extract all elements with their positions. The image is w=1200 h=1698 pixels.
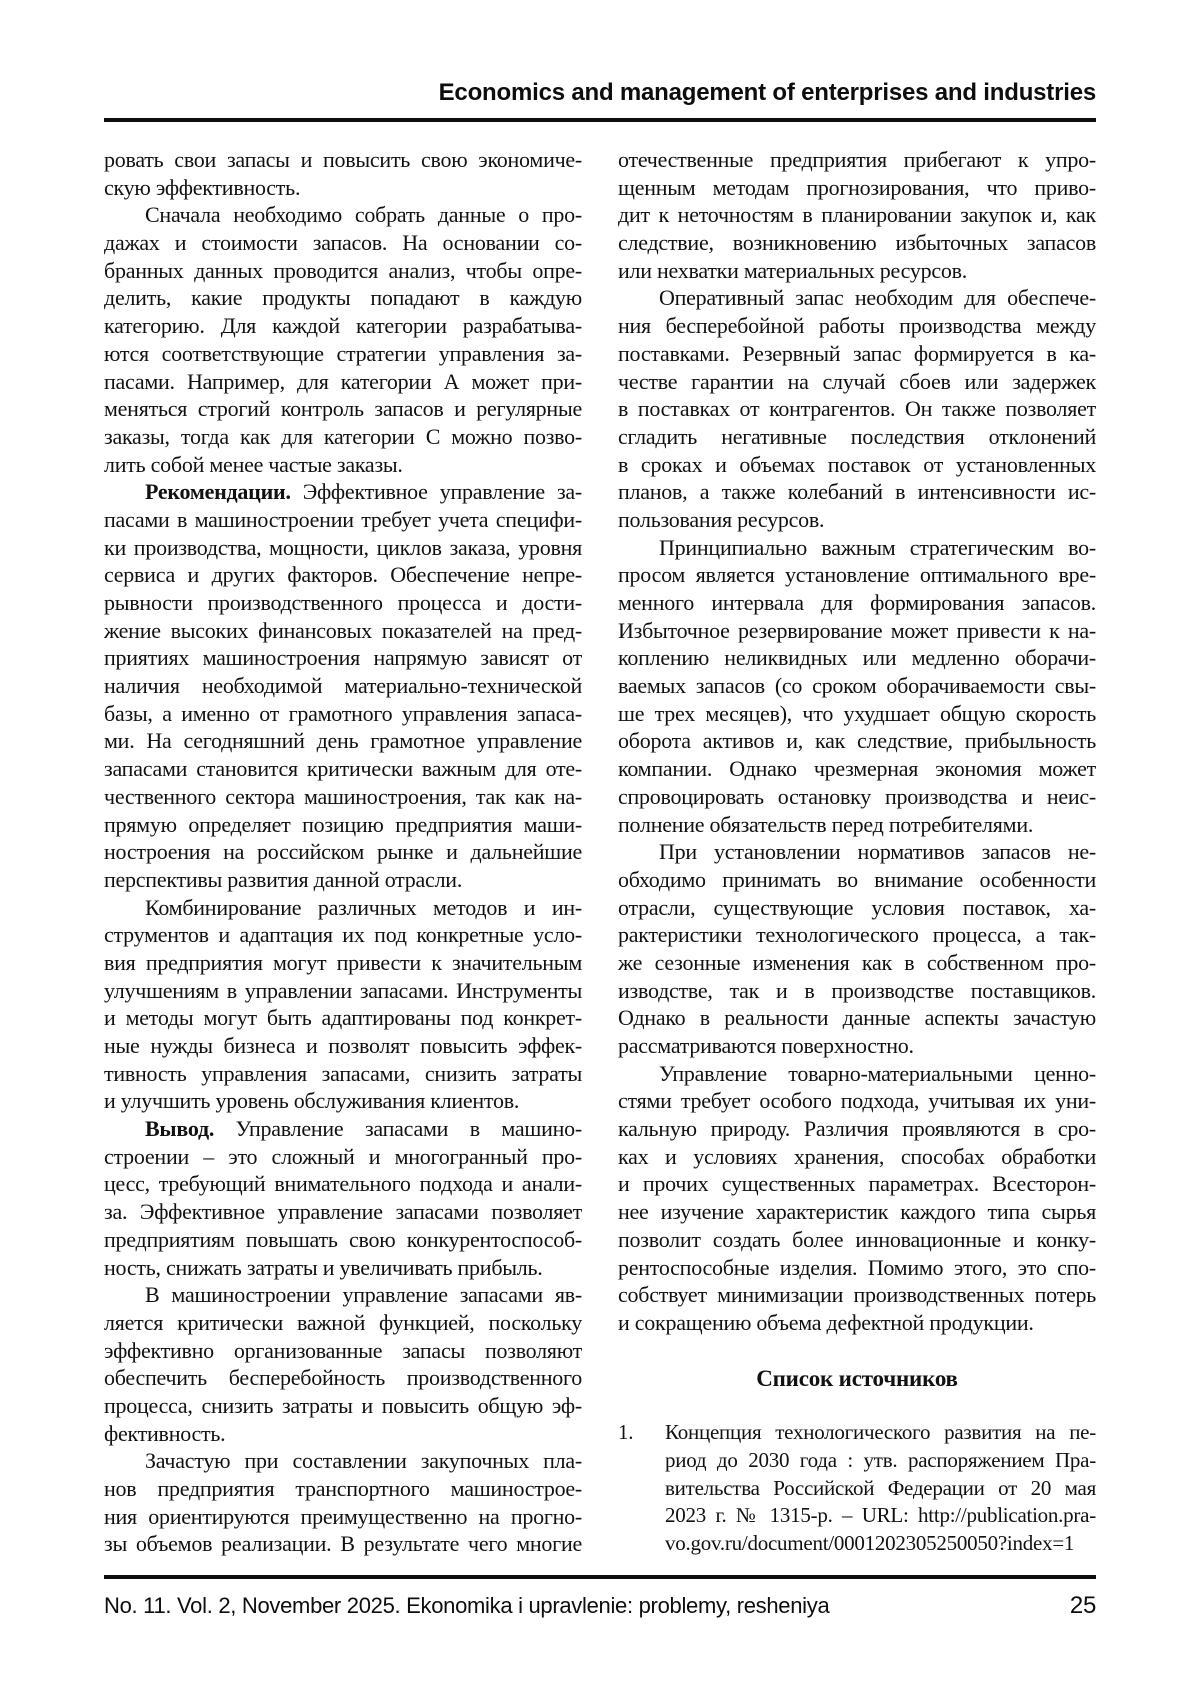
text-line: или нехватки материальных ресурсов.: [618, 257, 967, 283]
text-line: рактеристики технологического процесса, а так-: [618, 922, 1096, 948]
text-line: дит к неточностям в планировании закупок и, как: [618, 202, 1096, 228]
text-line: вительства Российской Федерации от 20 мая: [665, 1475, 1096, 1500]
text-line: чественного сектора машиностроения, так как на-: [104, 783, 582, 809]
text-line: рассматриваются поверхностно.: [618, 1033, 914, 1058]
text-line: фективность.: [104, 1420, 226, 1446]
text-line: за. Эффективное управление запасами позволяет: [104, 1199, 582, 1225]
text-line: ляется критически важной функцией, поскольку: [104, 1309, 582, 1335]
text-line: же сезонные изменения как в собственном про-: [618, 949, 1096, 975]
text-line: рентоспособные изделия. Помимо этого, это спо-: [618, 1254, 1096, 1280]
paragraph: [618, 534, 1096, 839]
text-line: делить, какие продукты попадают в каждую: [104, 285, 582, 311]
text-line: ные нужды бизнеса и позволят повысить эффек-: [104, 1033, 582, 1058]
text-line: полнение обязательств перед потребителями.: [618, 811, 1034, 837]
text-line: категорию. Для каждой категории разрабатыва-: [104, 313, 582, 339]
text-line: поставками. Резервный запас формируется в ка-: [618, 340, 1096, 366]
text-line: дажах и стоимости запасов. На основании со-: [104, 230, 582, 256]
paragraph: [104, 201, 582, 478]
text-line: в поставках от контрагентов. Он также позволяет: [618, 396, 1096, 422]
text-line: бранных данных проводится анализ, чтобы опре-: [104, 257, 582, 283]
paragraph: [104, 146, 582, 201]
reference-body: [665, 1419, 1096, 1557]
paragraph-lead-bold: Рекомендации.: [145, 479, 291, 505]
text-line: ках и условиях хранения, способах обработки: [618, 1143, 1096, 1169]
left-column: [104, 146, 582, 1558]
text-line: заказы, тогда как для категории С можно позво-: [104, 423, 582, 449]
text-line: улучшениям в управлении запасами. Инструменты: [104, 977, 582, 1003]
text-line: Принципиально важным стратегическим во-: [659, 534, 1096, 560]
text-line: тивность управления запасами, снизить затраты: [104, 1060, 582, 1086]
text-line: зы объемов реализации. В результате чего многие: [104, 1531, 582, 1557]
text-line: ше трех месяцев), что ухудшает общую скорость: [618, 700, 1096, 726]
text-line: просом является установление оптимального вре-: [618, 562, 1096, 588]
paragraph-lead-bold: Вывод.: [145, 1116, 215, 1142]
paragraph: [104, 1115, 582, 1281]
text-line: оборота активов и, как следствие, прибыльность: [618, 728, 1096, 754]
text-line: щенным методам прогнозирования, что приво-: [618, 174, 1096, 200]
text-line: вия предприятия могут привести к значительным: [104, 949, 582, 975]
text-line: Зачастую при составлении закупочных пла-: [145, 1448, 582, 1474]
footer-rule: [104, 1575, 1096, 1579]
text-line: позволит создать более инновационные и конку-: [618, 1226, 1096, 1252]
text-line: ки производства, мощности, циклов заказа, уровня: [104, 534, 582, 560]
text-line: и прочих существенных параметрах. Всесторон-: [618, 1171, 1096, 1197]
text-line: компании. Однако чрезмерная экономия может: [618, 756, 1096, 782]
paragraph: [618, 146, 1096, 284]
text-line: vo.gov.ru/document/0001202305250050?index=1: [665, 1531, 1075, 1555]
text-line: цесс, требующий внимательного подхода и анали-: [104, 1171, 582, 1197]
text-line: ния бесперебойной работы производства между: [618, 313, 1096, 339]
text-line: Управление товарно-материальными ценно-: [659, 1060, 1096, 1086]
header-rule: [104, 118, 1096, 122]
text-line: собствует минимизации производственных потерь: [618, 1282, 1096, 1308]
text-line: Комбинирование различных методов и ин-: [145, 894, 582, 920]
text-line: ми. На сегодняшний день грамотное управление: [104, 728, 582, 754]
paragraph: [104, 1281, 582, 1447]
text-line: Концепция технологического развития на пе-: [665, 1420, 1096, 1445]
reference-number: 1.: [618, 1420, 634, 1445]
text-line: базы, а именно от грамотного управления запаса-: [104, 700, 582, 726]
text-line: предприятиям повышать свою конкурентоспособ-: [104, 1226, 582, 1252]
text-line: запасами становится критически важным для оте-: [104, 756, 582, 782]
text-line: скую эффективность.: [104, 174, 301, 200]
paragraph: [104, 1447, 582, 1558]
text-line: процесса, снизить затраты и повысить общую эф-: [104, 1392, 582, 1418]
text-line: 2023 г. № 1315-р. – URL: http://publication.pra-: [665, 1503, 1096, 1528]
right-column: [618, 146, 1096, 1558]
text-line: стями требует особого подхода, учитывая их уни-: [618, 1088, 1096, 1114]
text-line: Избыточное резервирование может привести к на-: [618, 617, 1096, 643]
text-line: прямую определяет позицию предприятия маши-: [104, 811, 582, 837]
paragraph: [104, 478, 582, 893]
text-line: пасами в машиностроении требует учета специфи-: [104, 506, 582, 532]
text-line: сгладить негативные последствия отклонений: [618, 423, 1096, 449]
text-line: кальную природу. Различия проявляются в сро-: [618, 1116, 1096, 1142]
text-line: струментов и адаптация их под конкретные усло-: [104, 922, 582, 948]
text-line: При установлении нормативов запасов не-: [659, 839, 1096, 865]
text-line: эффективно организованные запасы позволяют: [104, 1337, 582, 1363]
text-line: рывности производственного процесса и дости-: [104, 590, 582, 615]
text-line: отечественные предприятия прибегают к упро-: [618, 147, 1096, 172]
text-line: Сначала необходимо собрать данные о про-: [145, 202, 582, 228]
running-head-title: Economics and management of enterprises and industries: [438, 79, 1096, 106]
reference-item: [618, 1419, 1096, 1557]
text-line: нее изучение характеристик каждого типа сырья: [618, 1199, 1096, 1225]
text-line: спровоцировать остановку производства и неис-: [618, 783, 1096, 809]
text-line: меняться строгий контроль запасов и регулярные: [104, 396, 582, 422]
paragraph: [618, 838, 1096, 1060]
text-line: Однако в реальности данные аспекты зачастую: [618, 1005, 1096, 1031]
text-line: В машиностроении управление запасами яв-: [145, 1282, 582, 1308]
text-line: и сокращению объема дефектной продукции.: [618, 1309, 1034, 1335]
text-line: изводстве, так и в производстве поставщиков.: [618, 977, 1096, 1003]
text-line: Вывод. Управление запасами в машино-: [145, 1116, 582, 1142]
page-footer: [104, 1592, 1096, 1620]
text-line: приятиях машиностроения напрямую зависят от: [104, 645, 582, 671]
text-line: строении – это сложный и многогранный про-: [104, 1143, 582, 1169]
text-line: ются соответствующие стратегии управления за-: [104, 340, 582, 366]
paragraph: [104, 894, 582, 1116]
paragraph: [618, 1060, 1096, 1337]
text-line: лить собой менее частые заказы.: [104, 451, 403, 477]
text-line: ностроения на российском рынке и дальнейшие: [104, 839, 582, 865]
text-line: Рекомендации. Эффективное управление за-: [145, 479, 582, 505]
text-line: пользования ресурсов.: [618, 506, 825, 532]
text-line: и методы могут быть адаптированы под конкрет-: [104, 1005, 582, 1031]
text-line: отрасли, существующие условия поставок, ха-: [618, 894, 1096, 920]
text-line: менного интервала для формирования запасов.: [618, 590, 1096, 615]
text-line: пасами. Например, для категории А может при-: [104, 368, 582, 394]
text-line: ния ориентируются преимущественно на прогно-: [104, 1503, 582, 1529]
text-line: перспективы развития данной отрасли.: [104, 866, 463, 892]
text-line: планов, а также колебаний в интенсивности ис-: [618, 479, 1096, 505]
text-line: ваемых запасов (со сроком оборачиваемости свы-: [618, 673, 1096, 699]
text-line: коплению неликвидных или медленно оборачи-: [618, 645, 1096, 671]
text-line: ность, снижать затраты и увеличивать прибыль.: [104, 1254, 543, 1280]
text-line: Оперативный запас необходим для обеспече-: [659, 285, 1096, 311]
text-line: в сроках и объемах поставок от установленных: [618, 451, 1096, 477]
text-line: ровать свои запасы и повысить свою экономиче-: [104, 147, 582, 172]
footer-journal-line: No. 11. Vol. 2, November 2025. Ekonomika i upravlenie: problemy, resheniya: [104, 1593, 830, 1618]
sources-heading: Список источников: [756, 1365, 958, 1391]
text-line: риод до 2030 года : утв. распоряжением Пра-: [665, 1447, 1096, 1472]
footer-page-number: 25: [1069, 1592, 1096, 1619]
text-line: нов предприятия транспортного машиностроe-: [104, 1476, 582, 1501]
text-line: следствие, возникновению избыточных запасов: [618, 230, 1096, 256]
paragraph: [618, 284, 1096, 533]
text-line: жение высоких финансовых показателей на пред-: [104, 617, 582, 643]
text-line: обеспечить бесперебойность производственного: [104, 1365, 582, 1391]
text-line: сервиса и других факторов. Обеспечение непре-: [104, 562, 582, 588]
text-line: наличия необходимой материально-технической: [104, 673, 582, 699]
text-line: честве гарантии на случай сбоев или задержек: [618, 368, 1096, 394]
text-line: обходимо принимать во внимание особенности: [618, 866, 1096, 892]
text-line: и улучшить уровень обслуживания клиентов.: [104, 1088, 520, 1114]
